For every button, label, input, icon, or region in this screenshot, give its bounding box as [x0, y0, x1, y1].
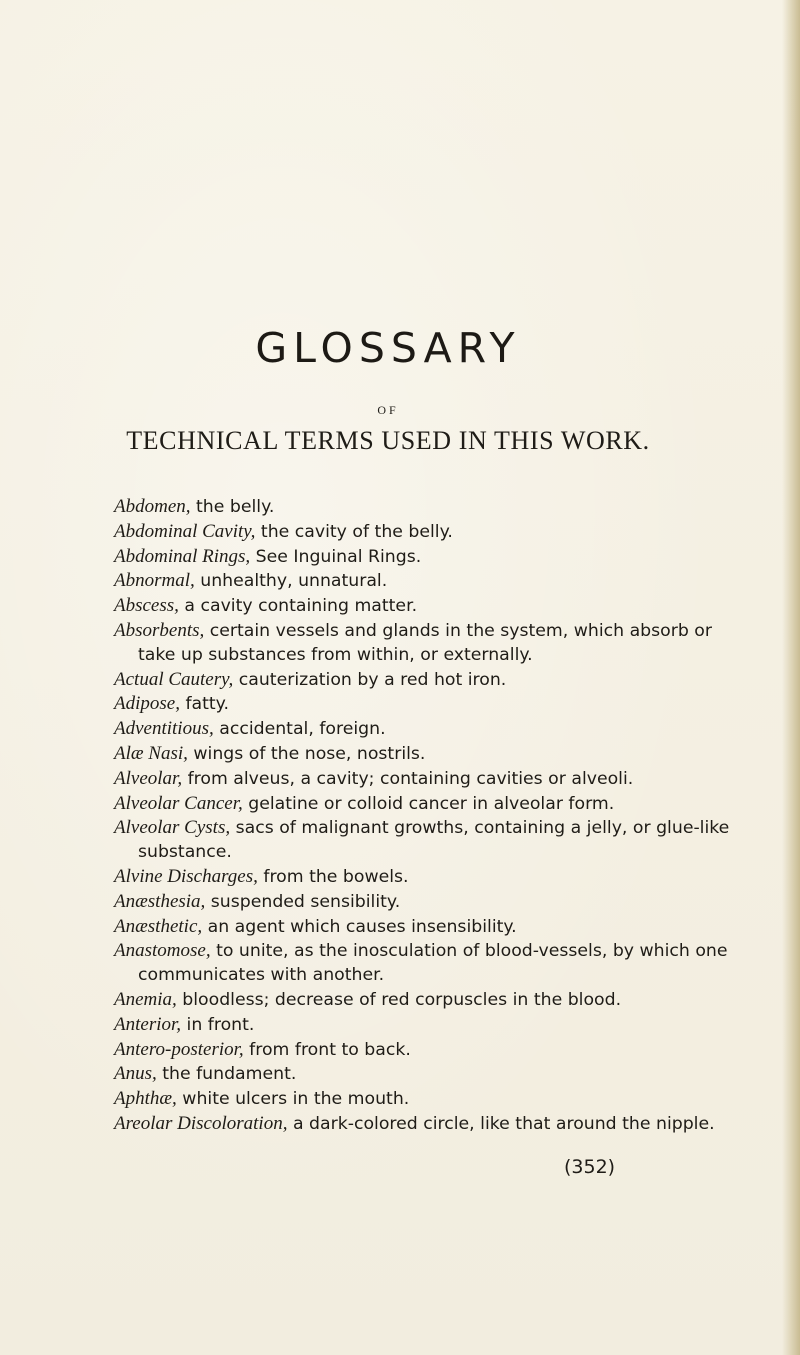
glossary-term: Abdominal Cavity,: [114, 520, 256, 542]
glossary-entry: [114, 1062, 734, 1087]
glossary-entry: [114, 792, 734, 817]
glossary-definition: See Inguinal Rings.: [250, 546, 422, 567]
glossary-term: Anterior,: [114, 1013, 182, 1035]
glossary-term: Areolar Discoloration,: [114, 1112, 288, 1134]
glossary-term: Adventitious,: [114, 718, 214, 740]
glossary-entry: [114, 569, 734, 594]
glossary-term: Alveolar,: [114, 767, 183, 789]
glossary-entry: [114, 816, 734, 865]
glossary-definition: white ulcers in the mouth.: [176, 1089, 410, 1110]
glossary-definition: to unite, as the inosculation of blood-vessels, by which one communicates with another.: [138, 941, 728, 986]
glossary-term: Alæ Nasi,: [114, 742, 188, 764]
glossary-term: Abnormal,: [114, 570, 195, 592]
glossary-entry: [114, 767, 734, 792]
glossary-term: Anus,: [114, 1063, 157, 1085]
glossary-definition: from alveus, a cavity; containing cavities or alveoli.: [182, 768, 634, 789]
glossary-entry: [114, 692, 734, 717]
glossary-entry: [114, 619, 734, 668]
glossary-entry: [114, 988, 734, 1013]
glossary-term: Anæsthesia,: [114, 890, 206, 912]
glossary-entry: [114, 545, 734, 570]
glossary-definition: the fundament.: [156, 1064, 297, 1085]
glossary-definition: gelatine or colloid cancer in alveolar form.: [242, 793, 615, 814]
glossary-term: Alveolar Cysts,: [114, 817, 231, 839]
glossary-term: Anastomose,: [114, 940, 211, 962]
glossary-entry: [114, 1038, 734, 1063]
title-connector: OF: [377, 403, 399, 417]
glossary-entry: [114, 742, 734, 767]
glossary-term: Absorbents,: [114, 619, 205, 641]
glossary-term: Alveolar Cancer,: [114, 792, 243, 814]
glossary-term: Abdomen,: [114, 496, 191, 517]
glossary-definition: sacs of malignant growths, containing a jelly, or glue-like substance.: [138, 818, 730, 863]
glossary-entry: [114, 1013, 734, 1038]
glossary-term: Anæsthetic,: [114, 915, 203, 937]
glossary-definition: suspended sensibility.: [205, 891, 401, 912]
glossary-definition: in front.: [181, 1014, 255, 1035]
glossary-term: Aphthæ,: [114, 1088, 177, 1110]
glossary-definition: accidental, foreign.: [213, 719, 386, 740]
glossary-definition: cauterization by a red hot iron.: [233, 669, 507, 690]
glossary-term: Antero-posterior,: [114, 1038, 244, 1060]
page-subtitle: TECHNICAL TERMS USED IN THIS WORK.: [126, 426, 650, 455]
glossary-definition: certain vessels and glands in the system, which absorb or take up substances from within, or externally.: [138, 620, 712, 665]
glossary-term: Abscess,: [114, 595, 179, 617]
glossary-definition: from front to back.: [243, 1039, 411, 1060]
glossary-definition: a dark-colored circle, like that around the nipple.: [287, 1113, 715, 1134]
glossary-entry: [114, 495, 734, 520]
page-number: (352): [564, 1156, 616, 1178]
glossary-definition: unhealthy, unnatural.: [194, 571, 388, 592]
glossary-term: Alvine Discharges,: [114, 865, 258, 887]
glossary-definition: wings of the nose, nostrils.: [187, 743, 426, 764]
page-edge: [782, 0, 800, 1355]
glossary-definition: a cavity containing matter.: [178, 596, 418, 617]
glossary-term: Abdominal Rings,: [114, 545, 251, 567]
glossary-entry: [114, 939, 734, 988]
glossary-term: Actual Cautery,: [114, 668, 234, 690]
glossary-definition: the belly.: [190, 497, 275, 517]
glossary-entry: [114, 717, 734, 742]
glossary-term: Anemia,: [114, 988, 177, 1010]
glossary-entry: [114, 668, 734, 693]
glossary-entry: [114, 594, 734, 619]
glossary-term: Adipose,: [114, 693, 180, 715]
glossary-definition: the cavity of the belly.: [255, 521, 453, 542]
glossary-definition: bloodless; decrease of red corpuscles in the blood.: [176, 989, 622, 1010]
page-title: GLOSSARY: [255, 324, 521, 372]
glossary-definition: from the bowels.: [257, 866, 409, 887]
glossary-list: [114, 495, 734, 1137]
glossary-entry: [114, 1112, 734, 1137]
glossary-definition: fatty.: [179, 694, 229, 715]
glossary-entry: [114, 915, 734, 940]
glossary-entry: [114, 865, 734, 890]
glossary-entry: [114, 520, 734, 545]
glossary-definition: an agent which causes insensibility.: [202, 916, 517, 937]
glossary-entry: [114, 1087, 734, 1112]
glossary-entry: [114, 890, 734, 915]
